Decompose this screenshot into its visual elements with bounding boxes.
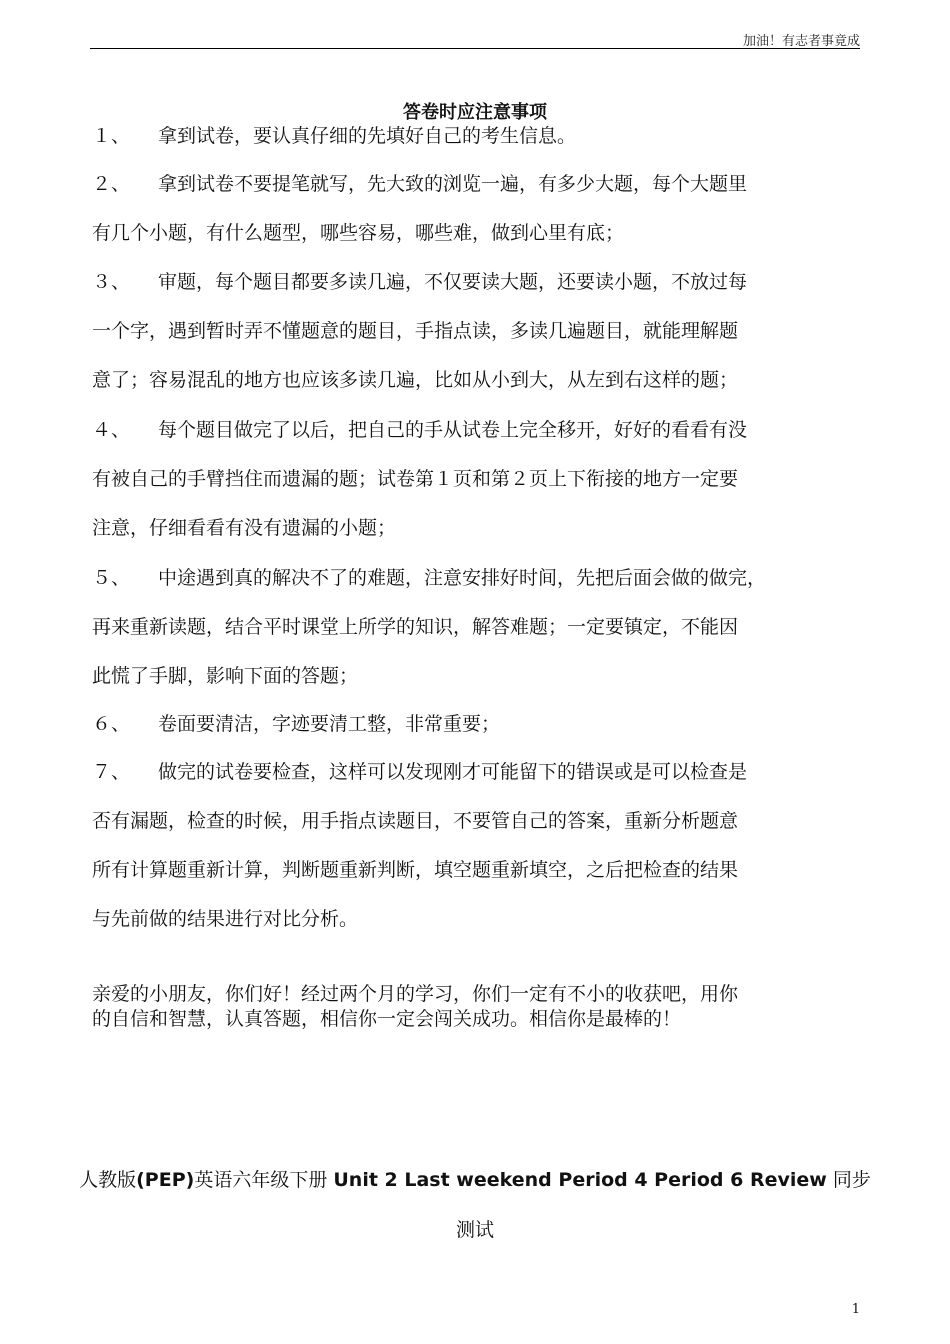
line	[92, 406, 872, 455]
line: 此慌了手脚，影响下面的答题；	[92, 665, 359, 687]
line: 注意，仔细看看有没有遗漏的小题；	[92, 517, 397, 539]
item-number: ５、	[92, 567, 131, 589]
item-number: ４、	[92, 419, 131, 441]
item-text: 拿到试卷不要提笔就写，先大致的浏览一遍，有多少大题，每个大题里	[158, 173, 748, 195]
page-title: 答卷时应注意事项	[403, 102, 547, 123]
item-text: 每个题目做完了以后，把自己的手从试卷上完全移开，好好的看看有没	[158, 419, 748, 441]
list-item-5	[92, 554, 872, 701]
item-number: ３、	[92, 271, 131, 293]
list-item-3	[92, 258, 872, 405]
page-number: 1	[851, 1302, 860, 1317]
list-item-6	[92, 700, 872, 749]
line	[92, 700, 872, 749]
header-text: 加油！有志者事竟成	[742, 34, 860, 49]
item-text: 拿到试卷，要认真仔细的先填好自己的考生信息。	[158, 125, 577, 147]
line	[92, 748, 872, 797]
line	[92, 160, 872, 209]
line: 与先前做的结果进行对比分析。	[92, 908, 359, 930]
line: 亲爱的小朋友，你们好！经过两个月的学习，你们一定有不小的收获吧，用你	[92, 983, 739, 1005]
item-number: １、	[92, 125, 131, 147]
line: 意了；容易混乱的地方也应该多读几遍，比如从小到大，从左到右这样的题；	[92, 369, 739, 391]
closing-paragraph	[92, 982, 738, 1032]
list-item-2	[92, 160, 872, 258]
line: 有被自己的手臂挡住而遗漏的题；试卷第１页和第２页上下衔接的地方一定要	[92, 468, 739, 490]
subject-line-2: 测试	[455, 1219, 494, 1241]
line	[92, 258, 872, 307]
list-item-1	[92, 112, 872, 161]
subject-line-1	[0, 1155, 950, 1205]
line: 有几个小题，有什么题型，哪些容易，哪些难，做到心里有底；	[92, 222, 625, 244]
line	[92, 554, 872, 603]
subject-text-bold: (PEP)	[136, 1169, 195, 1191]
line: 所有计算题重新计算，判断题重新判断，填空题重新填空，之后把检查的结果	[92, 859, 739, 881]
header-rule	[90, 48, 860, 49]
line	[92, 112, 872, 161]
line: 的自信和智慧，认真答题，相信你一定会闯关成功。相信你是最棒的！	[92, 1008, 682, 1030]
line: 否有漏题，检查的时候，用手指点读题目，不要管自己的答案，重新分析题意	[92, 810, 739, 832]
item-number: ７、	[92, 761, 131, 783]
subject-text-bold: Unit 2 Last weekend Period 4 Period 6 Review	[333, 1169, 827, 1191]
subject-text: 英语六年级下册	[194, 1169, 334, 1191]
item-text: 审题，每个题目都要多读几遍，不仅要读大题，还要读小题，不放过每	[158, 271, 748, 293]
item-number: ６、	[92, 713, 131, 735]
item-text: 做完的试卷要检查，这样可以发现刚才可能留下的错误或是可以检查是	[158, 761, 748, 783]
subject-title	[0, 1155, 950, 1255]
subject-text: 同步	[826, 1169, 871, 1191]
item-number: ２、	[92, 173, 131, 195]
list-item-7	[92, 748, 872, 944]
line: 再来重新读题，结合平时课堂上所学的知识，解答难题；一定要镇定，不能因	[92, 616, 739, 638]
item-text: 中途遇到真的解决不了的难题，注意安排好时间，先把后面会做的做完，	[158, 567, 767, 589]
line: 一个字，遇到暂时弄不懂题意的题目，手指点读，多读几遍题目，就能理解题	[92, 320, 739, 342]
subject-text: 人教版	[79, 1169, 137, 1191]
item-text: 卷面要清洁，字迹要清工整，非常重要；	[158, 713, 501, 735]
list-item-4	[92, 406, 872, 553]
